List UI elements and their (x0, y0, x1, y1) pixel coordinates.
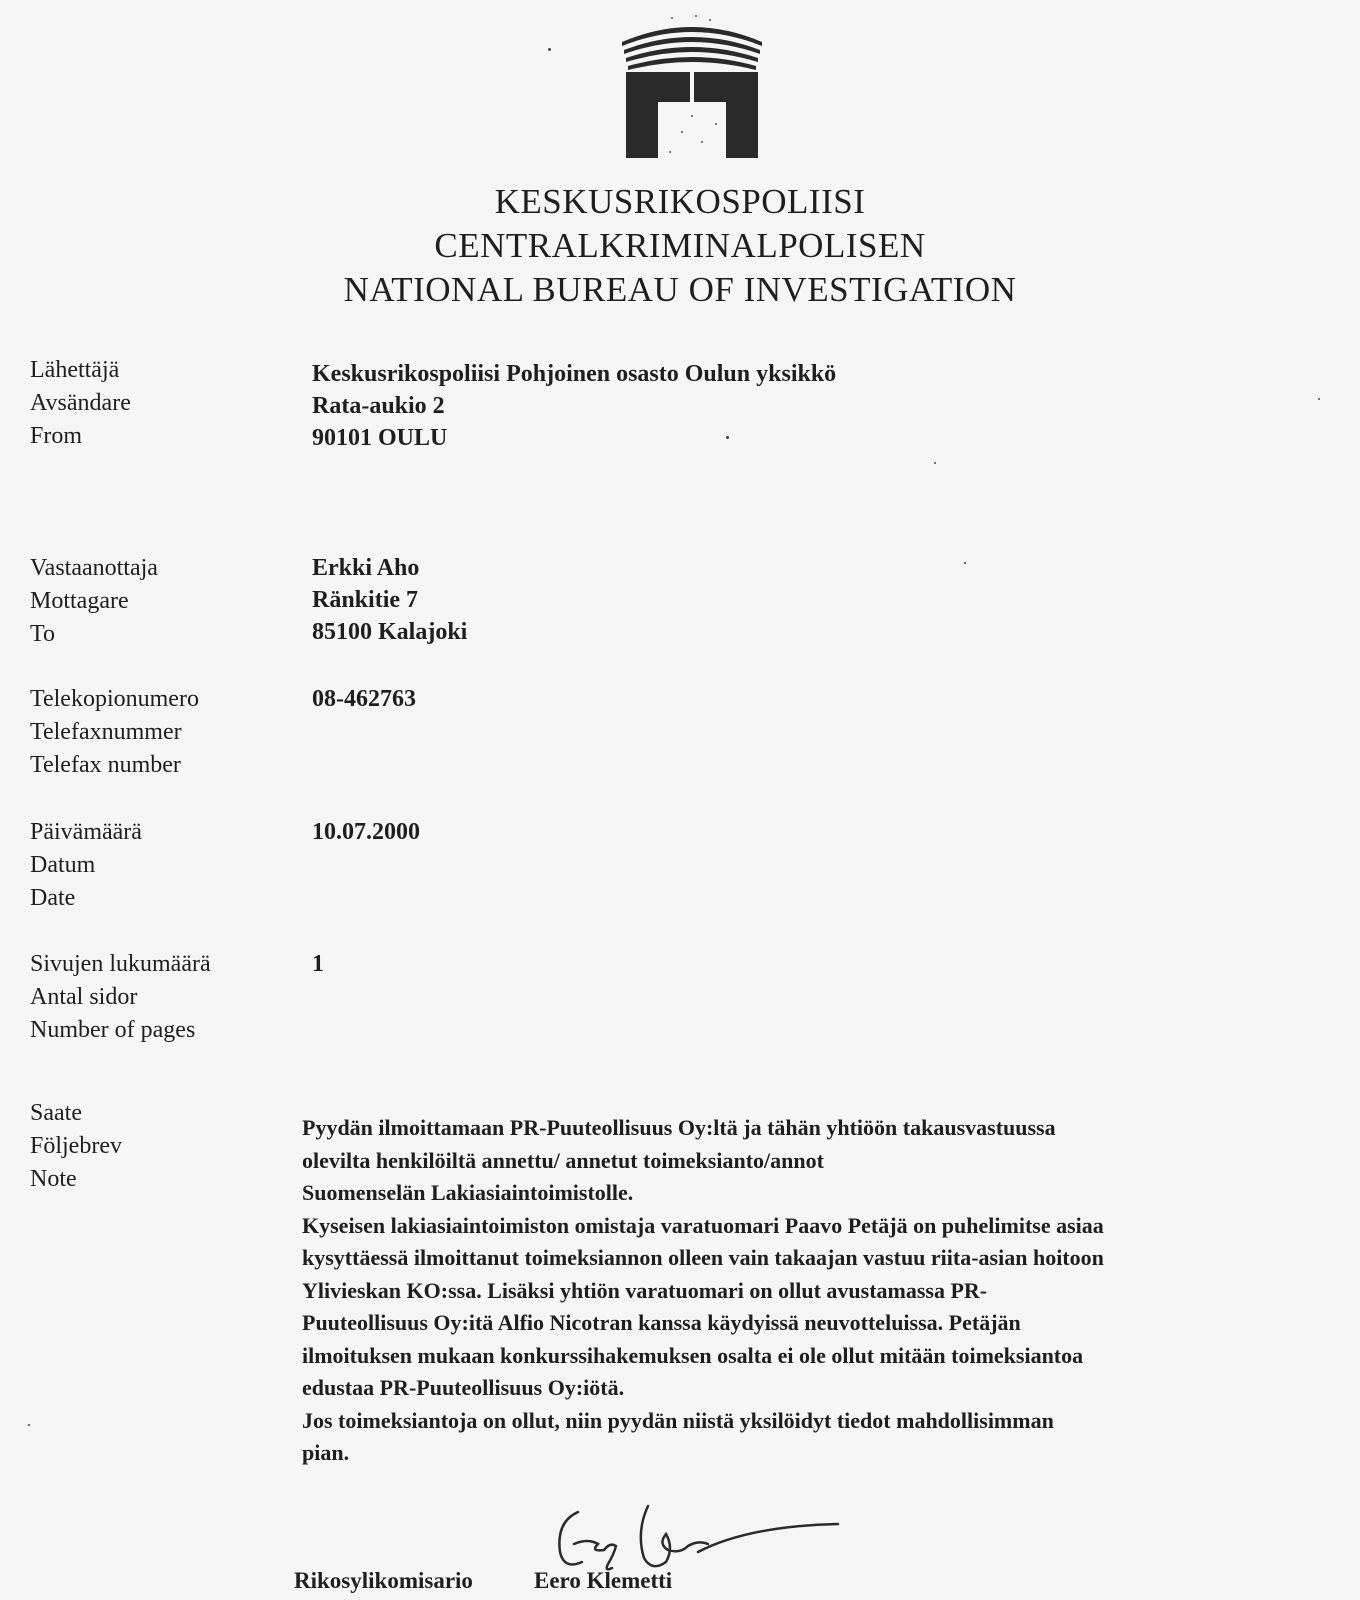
recipient-label-en: To (30, 621, 55, 647)
sender-line: Keskusrikospoliisi Pohjoinen osasto Oulun yksikkö (312, 361, 837, 387)
pages-label-sv: Antal sidor (30, 984, 138, 1010)
recipient-label-sv: Mottagare (30, 588, 129, 614)
pages-labels (30, 948, 211, 1047)
signer-name: Eero Klemetti (534, 1568, 673, 1593)
pages-label-fi: Sivujen lukumäärä (30, 951, 211, 977)
fax-value: 08-462763 (312, 686, 416, 712)
note-line: Jos toimeksiantoja on ollut, niin pyydän niistä yksilöidyt tiedot mahdollisimman (302, 1407, 1054, 1433)
pages-value: 1 (312, 951, 324, 977)
note-label-en: Note (30, 1166, 77, 1192)
sender-label-fi: Lähettäjä (30, 357, 120, 383)
sender-line: 90101 OULU (312, 425, 448, 451)
note-line: ilmoituksen mukaan konkurssihakemuksen osalta ei ole ollut mitään toimeksiantoa (302, 1342, 1084, 1368)
date-label-fi: Päivämäärä (30, 819, 142, 845)
note-line: pian. (302, 1440, 350, 1465)
signer-title: Rikosylikomisario (294, 1568, 473, 1593)
note-body (302, 1112, 1352, 1470)
note-line: Suomenselän Lakiasiaintoimistolle. (302, 1180, 634, 1205)
org-name-swedish: CENTRALKRIMINALPOLISEN (434, 226, 926, 265)
fax-label-sv: Telefaxnummer (30, 719, 182, 745)
sender-label-en: From (30, 423, 83, 449)
date-value: 10.07.2000 (312, 819, 420, 845)
note-line: Ylivieskan KO:ssa. Lisäksi yhtiön varatuomari on ollut avustamassa PR- (302, 1277, 988, 1303)
scan-speck (964, 562, 966, 564)
note-labels (30, 1097, 122, 1196)
sender-line: Rata-aukio 2 (312, 393, 445, 419)
note-line: kysyttäessä ilmoittanut toimeksiannon olleen vain takaajan vastuu riita-asian hoitoon (302, 1245, 1104, 1270)
scan-speck (548, 48, 551, 51)
recipient-label-fi: Vastaanottaja (30, 555, 158, 581)
note-label-sv: Följebrev (30, 1133, 122, 1159)
pages-label-en: Number of pages (30, 1017, 196, 1043)
police-emblem-icon (612, 12, 772, 160)
org-name-finnish: KESKUSRIKOSPOLIISI (494, 182, 866, 221)
fax-label-en: Telefax number (30, 752, 181, 778)
fax-labels (30, 683, 199, 782)
scan-speck (726, 436, 729, 439)
scan-speck (934, 462, 936, 464)
note-label-fi: Saate (30, 1100, 82, 1126)
scan-speck (28, 1424, 30, 1426)
recipient-value (312, 552, 467, 648)
org-name-english: NATIONAL BUREAU OF INVESTIGATION (343, 270, 1017, 309)
recipient-line: 85100 Kalajoki (312, 619, 468, 645)
sender-value (312, 358, 836, 454)
note-line: Puuteollisuus Oy:itä Alfio Nicotran kanssa käydyissä neuvotteluissa. Petäjän (302, 1310, 1021, 1335)
note-line: Pyydän ilmoittamaan PR-Puuteollisuus Oy:ltä ja tähän yhtiöön takausvastuussa (302, 1115, 1056, 1140)
scan-speck (1318, 398, 1320, 400)
sender-labels (30, 354, 131, 453)
fax-label-fi: Telekopionumero (30, 686, 199, 712)
date-label-en: Date (30, 885, 76, 911)
sender-label-sv: Avsändare (30, 390, 131, 416)
recipient-labels (30, 552, 158, 651)
note-line: Kyseisen lakiasiaintoimiston omistaja varatuomari Paavo Petäjä on puhelimitse asiaa (302, 1212, 1104, 1238)
recipient-line: Erkki Aho (312, 555, 420, 581)
note-line: olevilta henkilöiltä annettu/ annetut toimeksianto/annot (302, 1147, 824, 1173)
recipient-line: Ränkitie 7 (312, 587, 419, 613)
date-labels (30, 816, 142, 915)
note-line: edustaa PR-Puuteollisuus Oy:iötä. (302, 1375, 625, 1400)
date-label-sv: Datum (30, 852, 96, 878)
